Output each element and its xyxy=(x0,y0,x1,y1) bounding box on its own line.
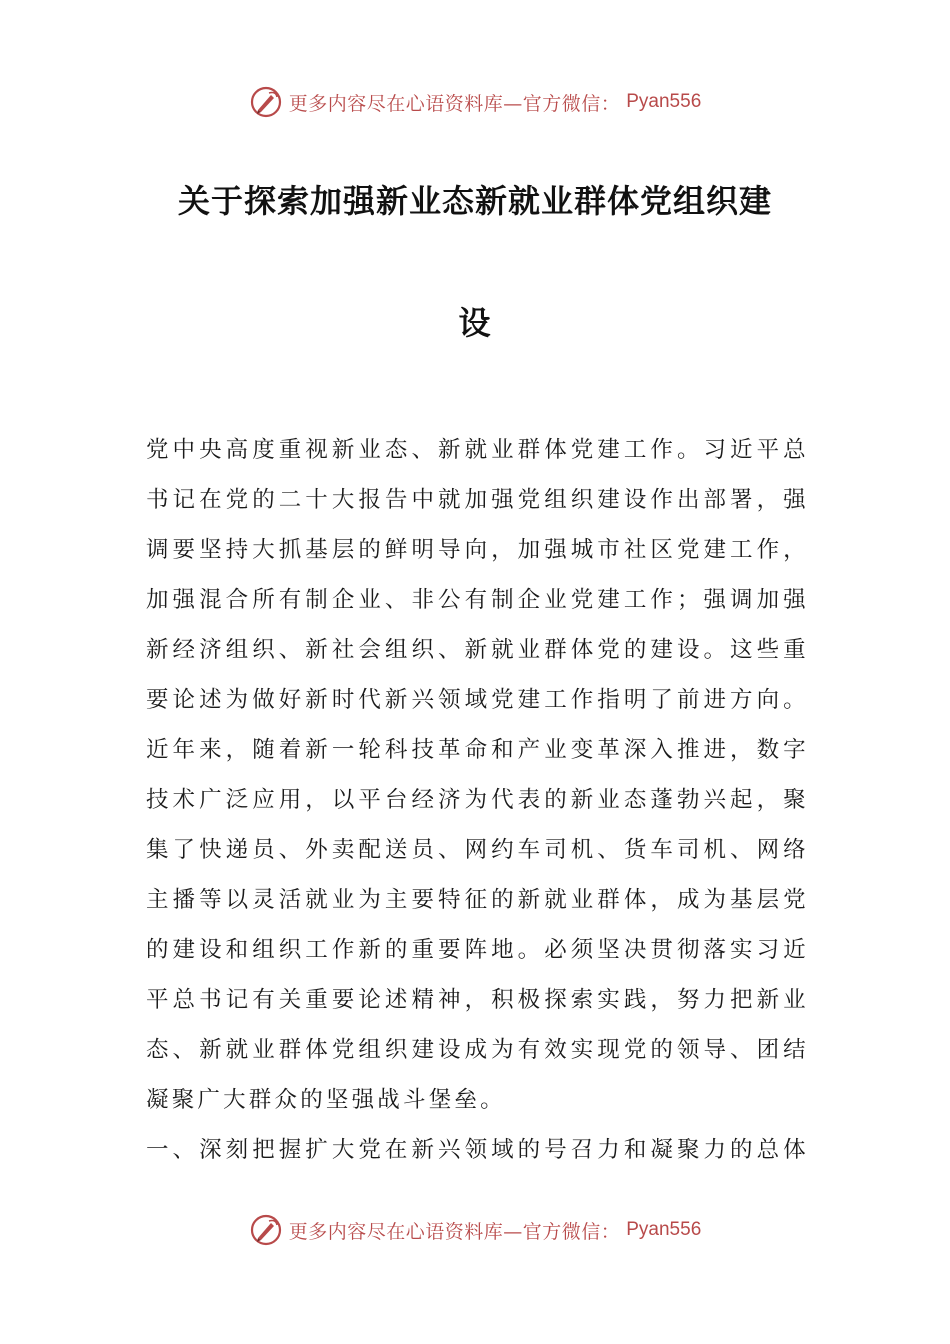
body-line: 党 中 央 高 度 重 视 新 业 态 、 新 就 业 群 体 党 建 工 作 。 习 近 平 总 xyxy=(146,437,806,463)
body-line: 新 经 济 组 织 、 新 社 会 组 织 、 新 就 业 群 体 党 的 建 设 。 这 些 重 xyxy=(146,637,806,663)
body-line: 态 、 新 就 业 群 体 党 组 织 建 设 成 为 有 效 实 现 党 的 领 导 、 团 结 xyxy=(146,1037,806,1063)
body-line: 技 术 广 泛 应 用 ， 以 平 台 经 济 为 代 表 的 新 业 态 蓬 勃 兴 起 ， 聚 xyxy=(146,787,806,813)
watermark-wechat-id: Pyan556 xyxy=(626,1219,702,1240)
body-line: 近 年 来 ， 随 着 新 一 轮 科 技 革 命 和 产 业 变 革 深 入 推 进 ， 数 字 xyxy=(146,737,806,763)
watermark-text: 更多内容尽在心语资料库—官方微信： xyxy=(288,1220,621,1243)
document-title-line-1: 关于探索加强新业态新就业群体党组织建 xyxy=(177,182,772,220)
body-line: 集 了 快 递 员 、 外 卖 配 送 员 、 网 约 车 司 机 、 货 车 司 机 、 网 络 xyxy=(146,837,806,863)
pen-logo-icon xyxy=(249,85,283,119)
body-line: 凝聚广大群众的坚强战斗堡垒。 xyxy=(146,1087,506,1113)
document-body xyxy=(146,425,806,1175)
body-line: 要 论 述 为 做 好 新 时 代 新 兴 领 域 党 建 工 作 指 明 了 前 进 方 向 。 xyxy=(146,687,806,713)
watermark-wechat-id: Pyan556 xyxy=(626,91,702,112)
footer-watermark xyxy=(0,1210,950,1250)
document-title-line-2: 设 xyxy=(458,304,492,342)
body-line: 加 强 混 合 所 有 制 企 业 、 非 公 有 制 企 业 党 建 工 作 ； 强 调 加 强 xyxy=(146,587,806,613)
body-line: 主 播 等 以 灵 活 就 业 为 主 要 特 征 的 新 就 业 群 体 ， 成 为 基 层 党 xyxy=(146,887,806,913)
body-line: 一 、 深 刻 把 握 扩 大 党 在 新 兴 领 域 的 号 召 力 和 凝 聚 力 的 总 体 xyxy=(146,1137,806,1163)
body-line: 平 总 书 记 有 关 重 要 论 述 精 神 ， 积 极 探 索 实 践 ， 努 力 把 新 业 xyxy=(146,987,806,1013)
watermark-text: 更多内容尽在心语资料库—官方微信： xyxy=(288,92,621,115)
body-line: 书 记 在 党 的 二 十 大 报 告 中 就 加 强 党 组 织 建 设 作 出 部 署 ， 强 xyxy=(146,487,806,513)
body-line: 的 建 设 和 组 织 工 作 新 的 重 要 阵 地 。 必 须 坚 决 贯 彻 落 实 习 近 xyxy=(146,937,806,963)
header-watermark xyxy=(0,82,950,122)
pen-logo-icon xyxy=(249,1213,283,1247)
body-line: 调 要 坚 持 大 抓 基 层 的 鲜 明 导 向 ， 加 强 城 市 社 区 党 建 工 作 ， xyxy=(146,537,806,563)
